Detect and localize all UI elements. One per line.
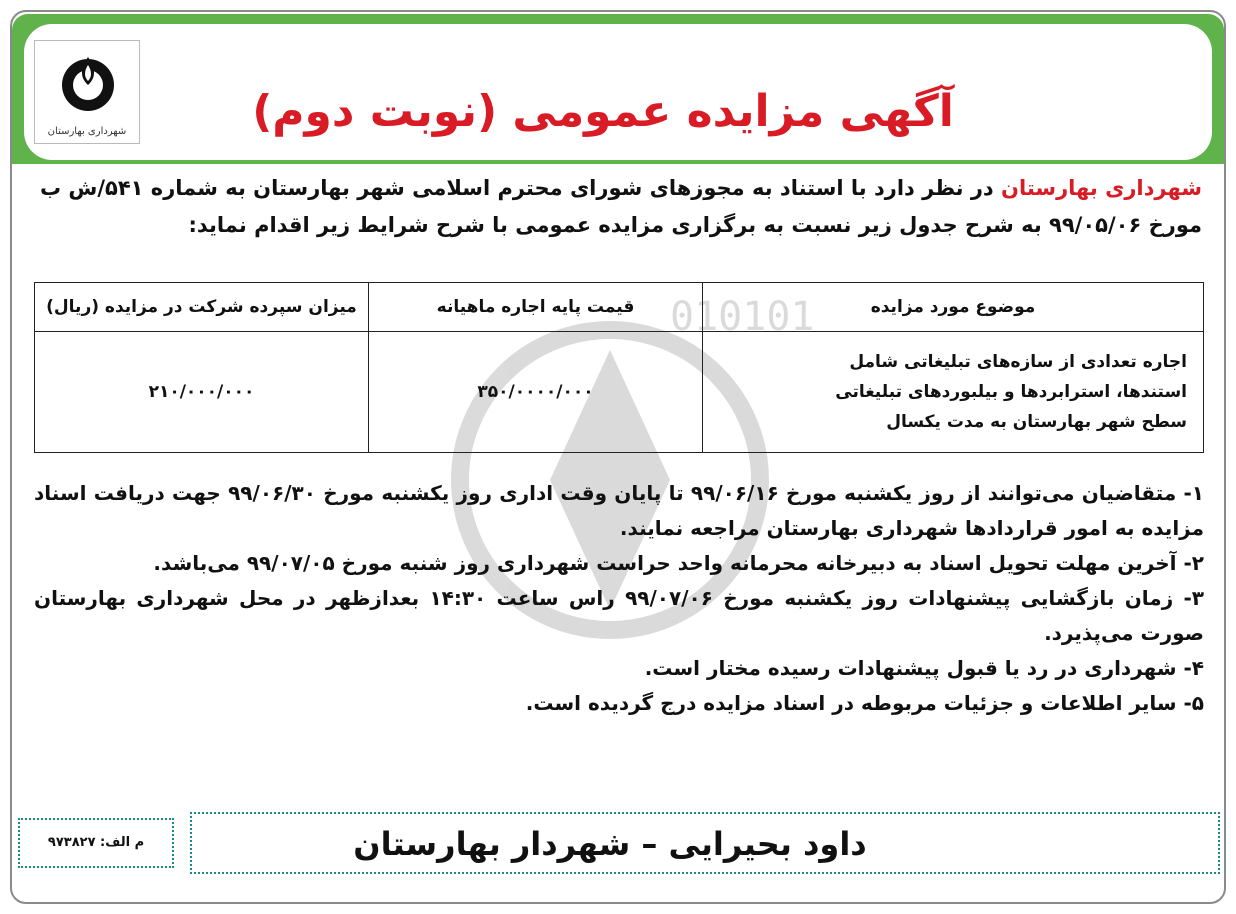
condition-item: ۱- متقاضیان می‌توانند از روز یکشنبه مورخ ۹۹/۰۶/۱۶ تا پایان وقت اداری روز یکشنبه مورخ ۹۹/۰۶/۳۰ جهت دریافت اسناد مزایده به امور قراردادها شهرداری بهارستان مراجعه نمایند. <box>34 481 1205 540</box>
intro-line1: در نظر دارد با استناد به مجوزهای شورای محترم اسلامی شهر بهارستان به شماره ۵۴۱/ش ب <box>39 176 1002 200</box>
condition-item: ۴- شهرداری در رد یا قبول پیشنهادات رسیده مختار است. <box>644 656 1204 680</box>
header-subject: موضوع مورد مزایده <box>703 283 1204 332</box>
subject-line-3: سطح شهر بهارستان به مدت یکسال <box>886 412 1187 432</box>
page-title: آگهی مزایده عمومی (نوبت دوم) <box>252 86 954 137</box>
signature: داود بحیرایی – شهردار بهارستان <box>353 825 867 863</box>
table-row <box>35 332 1204 453</box>
table-header-row <box>35 283 1204 332</box>
header-deposit: میزان سپرده شرکت در مزایده (ریال) <box>35 283 369 332</box>
intro-paragraph <box>36 170 1202 244</box>
subject-line-1: اجاره تعدادی از سازه‌های تبلیغاتی شامل <box>849 352 1187 372</box>
auction-table <box>34 282 1204 453</box>
cell-subject <box>703 332 1204 453</box>
condition-item: ۲- آخرین مهلت تحویل اسناد به دبیرخانه محرمانه واحد حراست شهرداری روز شنبه مورخ ۹۹/۰۷/۰۵ می‌باشد. <box>153 551 1204 575</box>
condition-item: ۵- سایر اطلاعات و جزئیات مربوطه در اسناد مزایده درج گردیده است. <box>525 691 1204 715</box>
municipality-logo-icon <box>53 47 123 117</box>
intro-line2: مورخ ۹۹/۰۵/۰۶ به شرح جدول زیر نسبت به برگزاری مزایده عمومی با شرح شرایط زیر اقدام نماید: <box>188 213 1202 237</box>
header-base-price: قیمت پایه اجاره ماهیانه <box>369 283 703 332</box>
logo-caption: شهرداری بهارستان <box>47 126 127 137</box>
subject-line-2: استندها، استرابردها و بیلبوردهای تبلیغاتی <box>835 382 1187 402</box>
conditions-list <box>34 476 1204 721</box>
organization-name: شهرداری بهارستان <box>1001 176 1202 200</box>
condition-item: ۳- زمان بازگشایی پیشنهادات روز یکشنبه مورخ ۹۹/۰۷/۰۶ راس ساعت ۱۴:۳۰ بعدازظهر در محل شهرداری بهارستان صورت می‌پذیرد. <box>34 586 1205 645</box>
ad-code: م الف: ۹۷۳۸۲۷ <box>18 818 174 868</box>
cell-deposit: ۲۱۰/۰۰۰/۰۰۰ <box>35 332 369 453</box>
municipality-logo <box>34 40 140 144</box>
cell-base-price: ۳۵۰/۰۰۰۰/۰۰۰ <box>369 332 703 453</box>
